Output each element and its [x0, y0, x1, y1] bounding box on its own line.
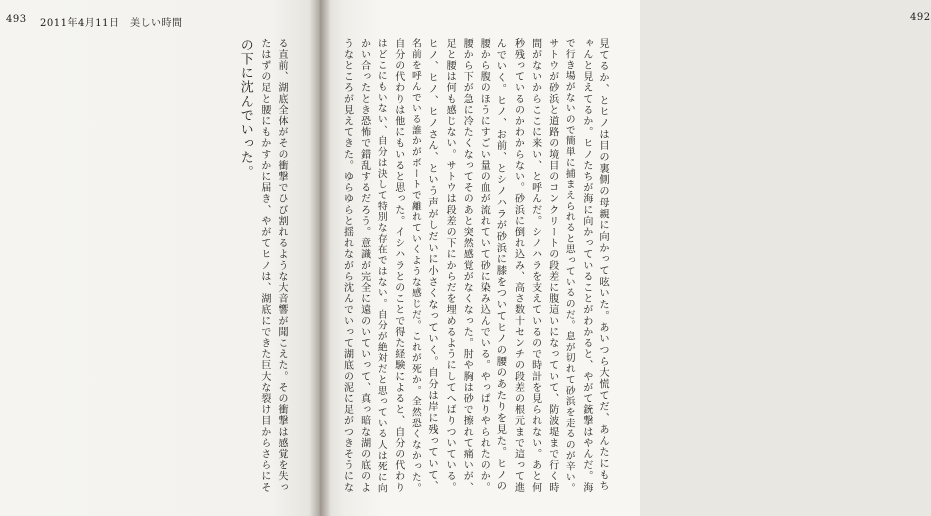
text-column: 腰から腹のほうにすごい量の血が流れていて砂に染み込んでいる。やっぱりやられたのか。	[478, 38, 490, 494]
text-column: ヒノ、ヒノ、ヒノさん、という声がしだいに小さくなっていく。自分は岸に残っていて、	[426, 38, 438, 492]
book-gutter-shadow	[309, 0, 331, 516]
text-column: る直前、湖底全体がその衝撃でひび割れるような大音響が聞こえた。その衝撃は感覚を失っ	[276, 38, 287, 494]
text-column: で行き場がないので簡単に捕まえられると思っているのだ。息が切れて砂浜を走るのが辛い。	[563, 38, 575, 494]
text-column: 秒残っているのかわからない。砂浜に倒れ込み、高さ数十センチの段差の根元まで這って進	[512, 38, 524, 494]
text-column: うなところが見えてきた。ゆらゆらと揺れながら沈んでいって湖底の泥に足がつきそうにな	[341, 38, 353, 494]
text-column: の下に沈んでいった。	[237, 38, 253, 179]
text-column: 見てるか、とヒノは目の裏側の母親に向かって呟いた。あいつら大慌てだ、あんたにもち	[597, 38, 609, 492]
left-page-number: 493	[6, 14, 27, 25]
text-column: はどこにもいない、自分は決して特別な存在ではない。自分が絶対だと思っている人は死に向	[375, 38, 387, 494]
text-column: 間がないからここに来い、と呼んだ。シノハラを支えているので時計を見られない。あと何	[529, 38, 541, 494]
text-column: かい合ったとき恐怖で錯乱するだろう。意識が完全に遠のいていって、真っ暗な湖の底のよ	[358, 38, 370, 494]
right-page	[319, 0, 931, 516]
text-column: ゃんと見えてるか。ヒノたちが海に向かっていることがわかると、やがて銃撃はやんだ。海	[580, 38, 592, 494]
running-title: 2011年4月11日 美しい時間	[40, 18, 183, 29]
text-column: 自分の代わりは他にもいると思った。イシハラとのことで得た経験によると、自分の代わり	[392, 38, 404, 494]
text-column: んでいく。ヒノ、お前、とシノハラが砂浜に膝をついてヒノの腰のあたりを見た。ヒノの	[494, 38, 507, 492]
text-column: サトウが砂浜と道路の境目のコンクリートの段差に腹這いになっていて、防波堤まで行く時	[546, 38, 558, 494]
right-page-number: 492	[910, 12, 931, 23]
left-page	[0, 0, 319, 516]
text-column: 腰から下が急に冷たくなってそのあと突然感覚がなくなった。肘や胸は砂で擦れて痛いが、	[461, 38, 473, 494]
text-column: たはずの足と腰にもかすかに届き、やがてヒノは、湖底にできた巨大な裂け目からさらにそ	[258, 38, 270, 494]
text-column: 足と腰は何も感じない。サトウは段差の下にからだを埋めるようにしてへばりついている。	[444, 38, 456, 494]
text-column: 名前を呼んでいる誰かがボートで離れていくような感じだ。これが死か。全然恐くなかった。	[409, 38, 421, 494]
